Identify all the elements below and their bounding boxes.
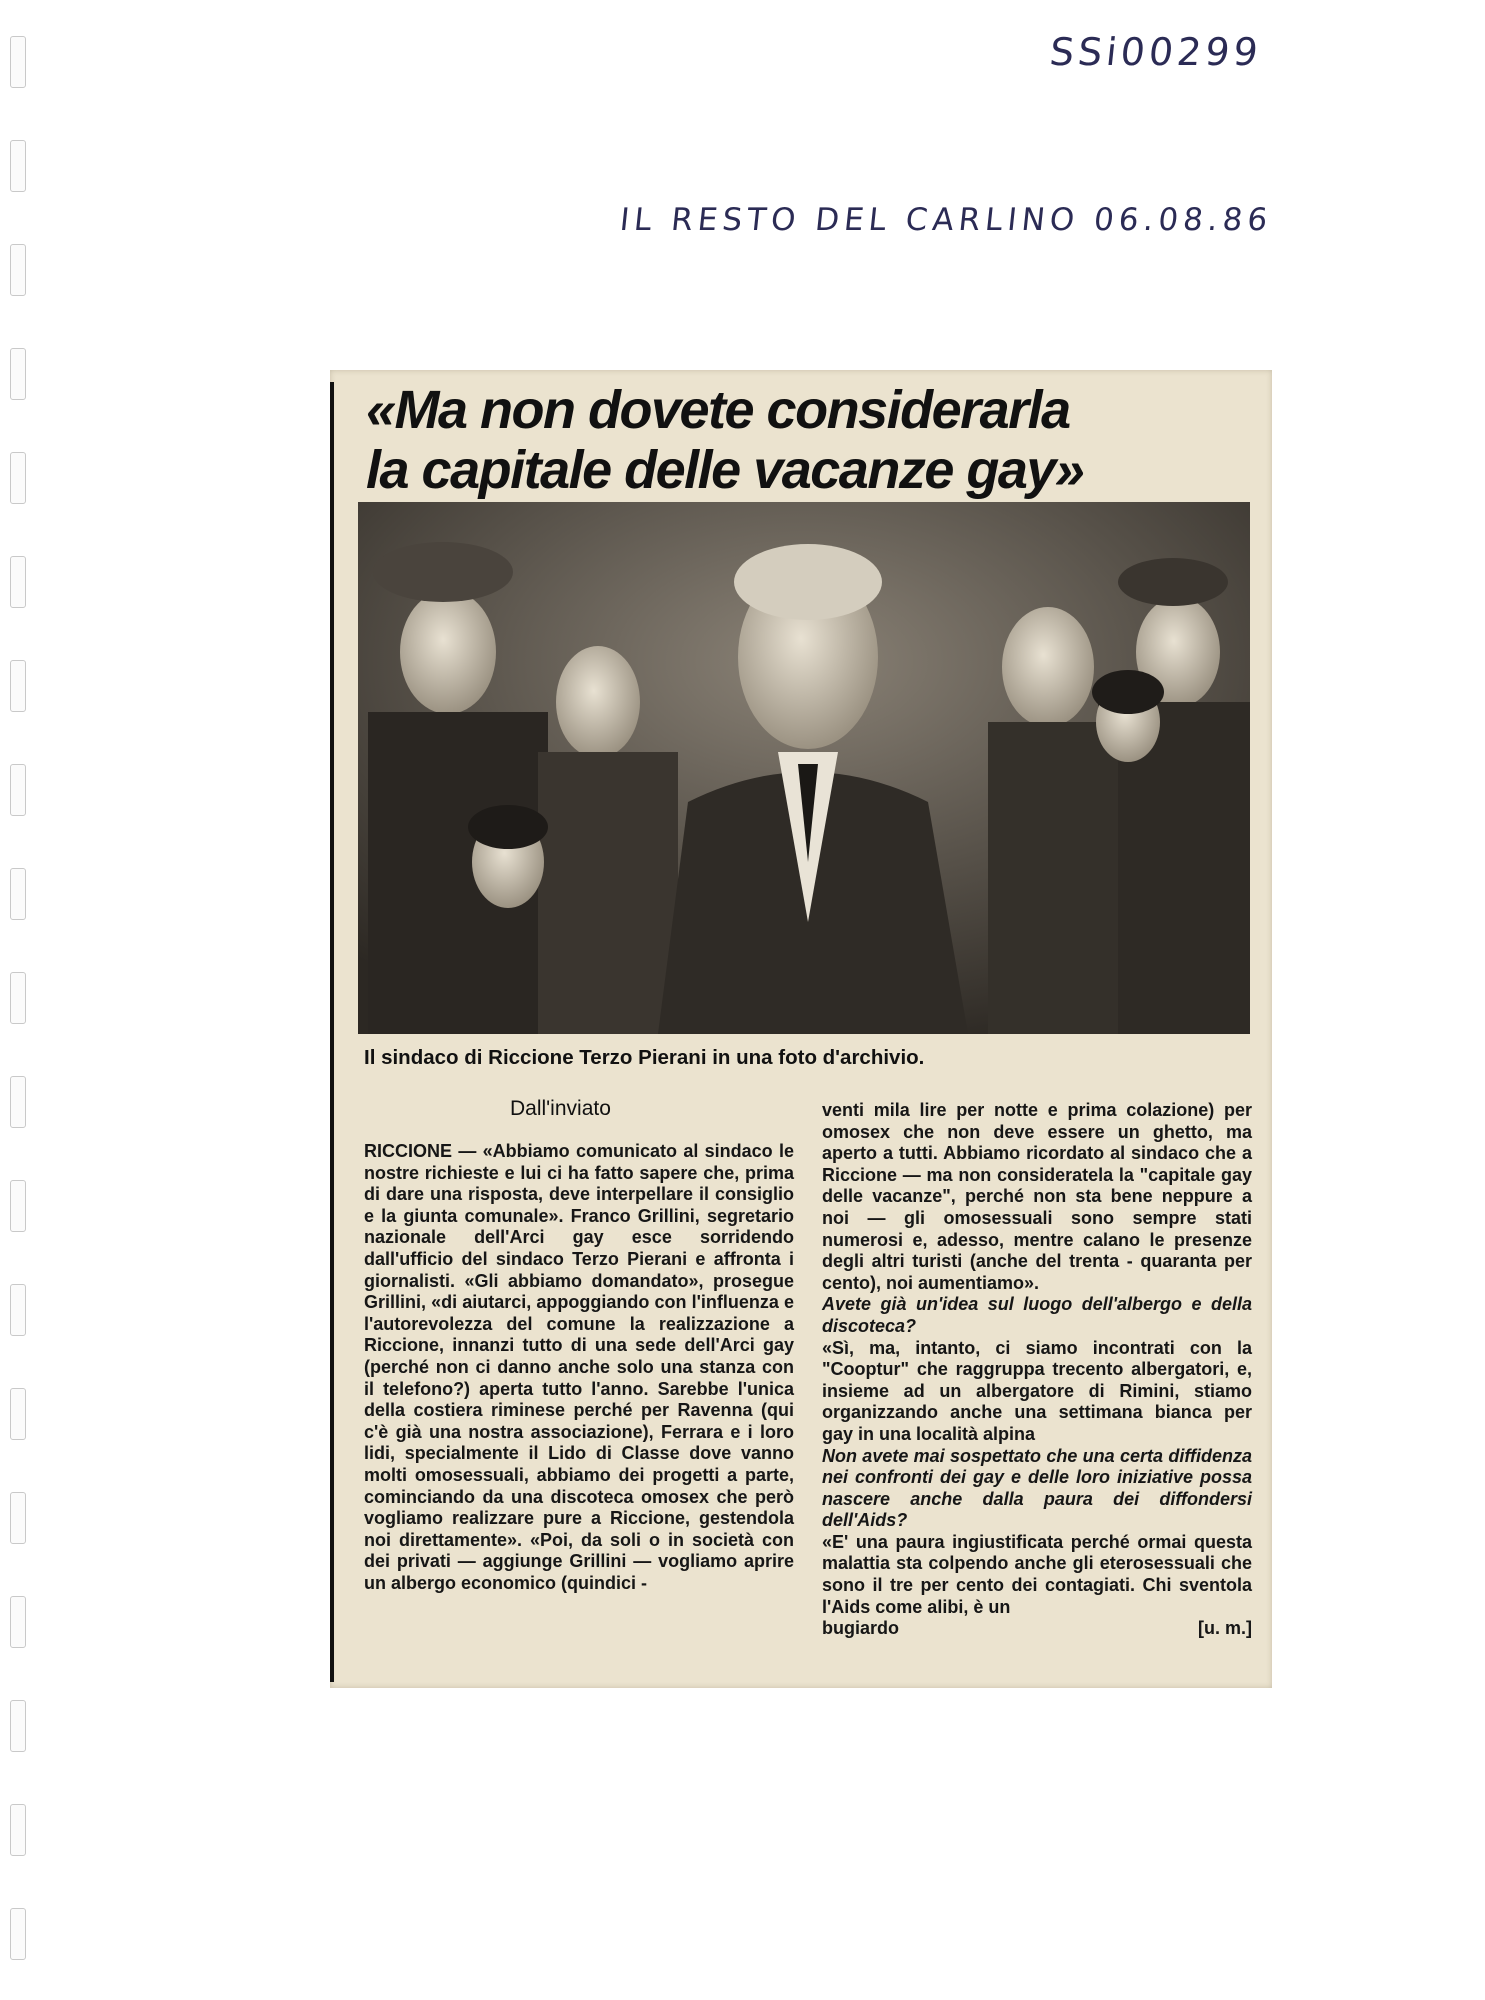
- binder-holes: [0, 0, 40, 2000]
- article-paragraph: venti mila lire per notte e prima colazione) per omosex che non deve essere un ghetto, ma aperto a tutti. Abbiamo ricordato al sindaco che a Riccione — ma non consideratela la "capitale gay delle vacanze", perché non sta bene neppure a noi — gli omosessuali sono sempre stati numerosi e, adesso, mentre calano le presenze degli altri turisti (anche del trenta - quaranta per cento), noi aumentiamo».: [822, 1100, 1252, 1293]
- binder-hole: [10, 764, 26, 816]
- interview-question: Avete già un'idea sul luogo dell'albergo e della discoteca?: [822, 1294, 1252, 1336]
- author-signature: [u. m.]: [1198, 1618, 1252, 1639]
- binder-hole: [10, 1596, 26, 1648]
- binder-hole: [10, 556, 26, 608]
- article-paragraph: RICCIONE — «Abbiamo comunicato al sindaco le nostre richieste e lui ci ha fatto sapere che, prima di dare una risposta, deve interpellare il consiglio e la giunta comunale». Franco Grillini, segretario nazionale dell'Arci gay esce sorridendo dall'ufficio del sindaco Terzo Pierani e affronta i giornalisti. «Gli abbiamo domandato», prosegue Grillini, «di aiutarci, appoggiando con l'influenza e l'autorevolezza del comune la realizzazione a Riccione, innanzi tutto di una sede dell'Arci gay (perché non ci danno anche solo una stanza con il telefono?) aperta tutto l'anno. Sarebbe l'unica della costiera riminese perché per Ravenna (qui c'è già una nostra associazione), Ferrara e i loro lidi, specialmente il Lido di Classe dove vanno molti omosessuali, abbiamo dei progetti a parte, cominciando da una discoteca omosex che però vogliamo realizzare pure a Riccione, gestendola noi direttamente». «Poi, da soli o in società con dei privati — aggiunge Grillini — vogliamo aprire un albergo economico (quindici -: [364, 1141, 794, 1593]
- binder-hole: [10, 1388, 26, 1440]
- binder-hole: [10, 972, 26, 1024]
- photo-caption: Il sindaco di Riccione Terzo Pierani in una foto d'archivio.: [364, 1046, 925, 1069]
- article-photo: [358, 502, 1250, 1034]
- source-annotation: IL RESTO DEL CARLINO 06.08.86: [618, 202, 1275, 238]
- newspaper-clipping: [330, 370, 1272, 1688]
- binder-hole: [10, 36, 26, 88]
- binder-hole: [10, 244, 26, 296]
- article-column-right: [822, 1100, 1252, 1640]
- binder-hole: [10, 868, 26, 920]
- archive-code: SSi00299: [1047, 30, 1264, 74]
- headline: [366, 380, 1246, 500]
- binder-hole: [10, 660, 26, 712]
- closing-word: bugiardo: [822, 1618, 899, 1639]
- binder-hole: [10, 1804, 26, 1856]
- headline-line-1: «Ma non dovete considerarla: [366, 380, 1070, 440]
- binder-hole: [10, 1284, 26, 1336]
- article-column-left: [364, 1141, 794, 1594]
- binder-hole: [10, 1076, 26, 1128]
- binder-hole: [10, 140, 26, 192]
- column-rule: [330, 382, 334, 1682]
- binder-hole: [10, 1908, 26, 1960]
- article-paragraph: «E' una paura ingiustificata perché ormai questa malattia sta colpendo anche gli eterosessuali che sono il tre per cento dei contagiati. Chi sventola l'Aids come alibi, è un: [822, 1531, 1252, 1617]
- byline: Dall'inviato: [510, 1097, 611, 1120]
- article-paragraph: «Sì, ma, intanto, ci siamo incontrati con la "Cooptur" che raggruppa trecento albergatori, e, insieme ad un albergatore di Rimini, stiamo organizzando anche una settimana bianca per gay in una località alpina: [822, 1337, 1252, 1444]
- binder-hole: [10, 1492, 26, 1544]
- interview-question: Non avete mai sospettato che una certa diffidenza nei confronti dei gay e delle loro iniziative possa nascere anche dalla paura dei diffondersi dell'Aids?: [822, 1445, 1252, 1531]
- headline-line-2: la capitale delle vacanze gay»: [366, 440, 1084, 500]
- crowd-photo-illustration: [358, 502, 1250, 1034]
- binder-hole: [10, 348, 26, 400]
- binder-hole: [10, 452, 26, 504]
- binder-hole: [10, 1180, 26, 1232]
- article-ending: [822, 1618, 1252, 1640]
- binder-hole: [10, 1700, 26, 1752]
